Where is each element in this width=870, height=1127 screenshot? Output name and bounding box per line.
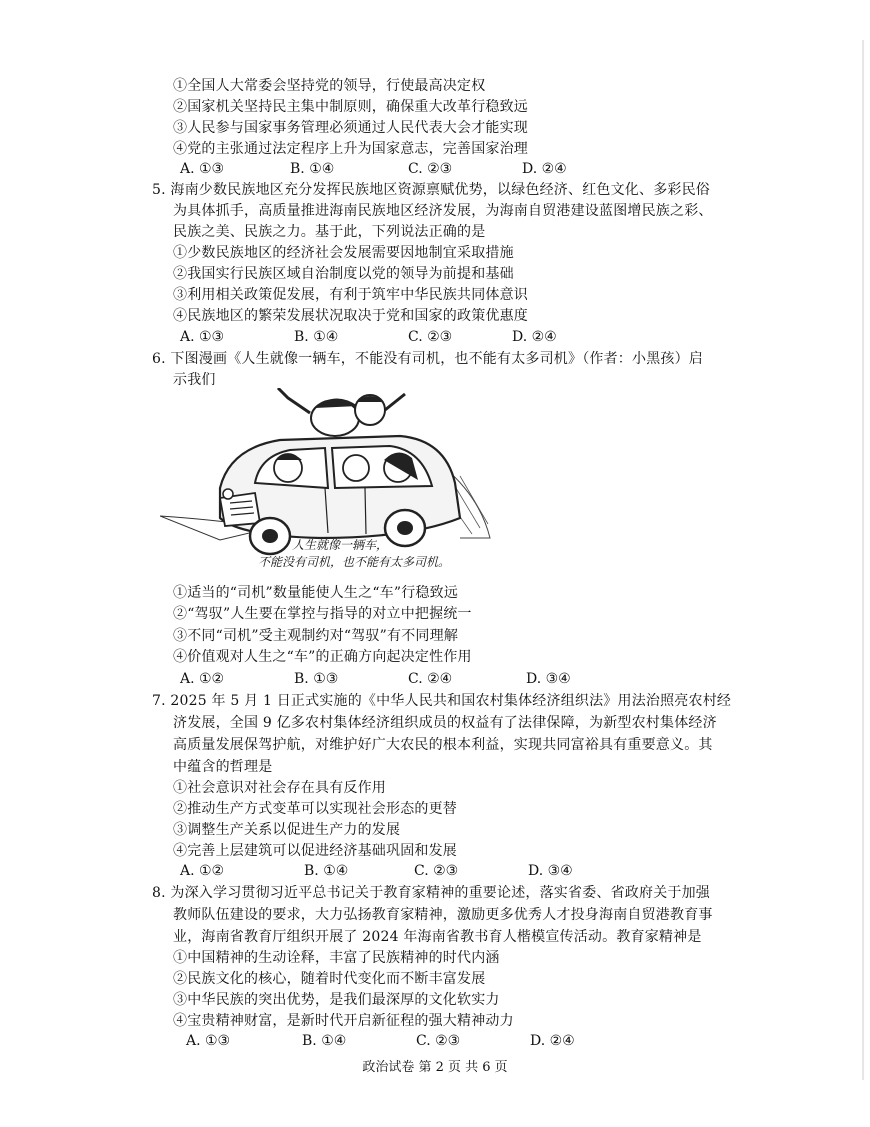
q7-item-4: ④完善上层建筑可以促进经济基础巩固和发展 bbox=[173, 843, 457, 859]
q5-option-d: D. ②④ bbox=[512, 329, 557, 345]
q7-stem-3: 高质量发展保驾护航，对维护好广大农民的根本利益，实现共同富裕具有重要意义。其 bbox=[173, 737, 713, 753]
q8-item-2: ②民族文化的核心，随着时代变化而不断丰富发展 bbox=[173, 971, 486, 987]
q6-item-4: ④价值观对人生之“车”的正确方向起决定性作用 bbox=[173, 649, 472, 665]
q5-option-c: C. ②③ bbox=[408, 329, 453, 345]
q4-option-a: A. ①③ bbox=[180, 161, 225, 177]
q5-item-2: ②我国实行民族区域自治制度以党的领导为前提和基础 bbox=[173, 266, 514, 282]
q8-item-4: ④宝贵精神财富，是新时代开启新征程的强大精神动力 bbox=[173, 1013, 514, 1029]
q7-stem-1: 7. 2025 年 5 月 1 日正式实施的《中华人民共和国农村集体经济组织法》用法治照亮农村经 bbox=[152, 693, 732, 709]
q4-option-d: D. ②④ bbox=[522, 161, 567, 177]
q5-option-a: A. ①③ bbox=[180, 329, 225, 345]
q8-option-d: D. ②④ bbox=[530, 1033, 575, 1049]
q7-stem-4: 中蕴含的哲理是 bbox=[173, 759, 273, 775]
q7-option-d: D. ③④ bbox=[528, 863, 573, 879]
q4-option-b: B. ①④ bbox=[290, 161, 335, 177]
q5-item-1: ①少数民族地区的经济社会发展需要因地制宜采取措施 bbox=[173, 245, 514, 261]
q5-stem-1: 5. 海南少数民族地区充分发挥民族地区资源禀赋优势，以绿色经济、红色文化、多彩民俗 bbox=[152, 182, 711, 198]
q6-stem-2: 示我们 bbox=[173, 372, 216, 388]
q5-item-4: ④民族地区的繁荣发展状况取决于党和国家的政策优惠度 bbox=[173, 308, 528, 324]
q7-stem-2: 济发展，全国 9 亿多农村集体经济组织成员的权益有了法律保障，为新型农村集体经济 bbox=[173, 715, 717, 731]
q8-stem-3: 业，海南省教育厅组织开展了 2024 年海南省教书育人楷模宣传活动。教育家精神是 bbox=[173, 929, 702, 945]
q4-option-c: C. ②③ bbox=[408, 161, 453, 177]
q8-option-c: C. ②③ bbox=[416, 1033, 461, 1049]
q6-option-b: B. ①③ bbox=[294, 671, 339, 687]
q6-stem-1: 6. 下图漫画《人生就像一辆车，不能没有司机，也不能有太多司机》（作者：小黑孩）启 bbox=[152, 351, 704, 367]
q7-option-c: C. ②③ bbox=[414, 863, 459, 879]
q8-option-b: B. ①④ bbox=[302, 1033, 347, 1049]
q6-item-1: ①适当的“司机”数量能使人生之“车”行稳致远 bbox=[173, 585, 459, 601]
cartoon-caption-line-1: 人生就像一辆车， bbox=[292, 538, 389, 552]
q7-option-b: B. ①④ bbox=[304, 863, 349, 879]
q6-option-d: D. ③④ bbox=[526, 671, 571, 687]
q5-item-3: ③利用相关政策促发展，有利于筑牢中华民族共同体意识 bbox=[173, 287, 528, 303]
q4-item-3: ③人民参与国家事务管理必须通过人民代表大会才能实现 bbox=[173, 120, 528, 136]
q6-item-2: ②“驾驭”人生要在掌控与指导的对立中把握统一 bbox=[173, 606, 472, 622]
q7-option-a: A. ①② bbox=[180, 863, 225, 879]
q6-item-3: ③不同“司机”受主观制约对“驾驭”有不同理解 bbox=[173, 628, 459, 644]
q4-item-4: ④党的主张通过法定程序上升为国家意志，完善国家治理 bbox=[173, 141, 528, 157]
q7-item-3: ③调整生产关系以促进生产力的发展 bbox=[173, 822, 401, 838]
q5-stem-2: 为具体抓手，高质量推进海南民族地区经济发展，为海南自贸港建设蓝图增民族之彩、 bbox=[173, 203, 713, 219]
q8-stem-1: 8. 为深入学习贯彻习近平总书记关于教育家精神的重要论述，落实省委、省政府关于加强 bbox=[152, 885, 711, 901]
page-footer: 政治试卷 第 2 页 共 6 页 bbox=[362, 1060, 508, 1075]
q6-option-a: A. ①② bbox=[180, 671, 225, 687]
q8-stem-2: 教师队伍建设的要求，大力弘扬教育家精神，激励更多优秀人才投身海南自贸港教育事 bbox=[173, 907, 713, 923]
cartoon-caption-line-2: 不能没有司机，也不能有太多司机。 bbox=[258, 555, 451, 569]
q8-option-a: A. ①③ bbox=[186, 1033, 231, 1049]
scan-edge bbox=[862, 40, 864, 1080]
q4-item-2: ②国家机关坚持民主集中制原则，确保重大改革行稳致远 bbox=[173, 99, 528, 115]
q4-item-1: ①全国人大常委会坚持党的领导，行使最高决定权 bbox=[173, 78, 486, 94]
q5-stem-3: 民族之美、民族之力。基于此，下列说法正确的是 bbox=[173, 224, 486, 240]
q7-item-1: ①社会意识对社会存在具有反作用 bbox=[173, 780, 386, 796]
q8-item-3: ③中华民族的突出优势，是我们最深厚的文化软实力 bbox=[173, 992, 500, 1008]
q7-item-2: ②推动生产方式变革可以实现社会形态的更替 bbox=[173, 801, 457, 817]
q5-option-b: B. ①④ bbox=[294, 329, 339, 345]
q6-option-c: C. ②④ bbox=[408, 671, 453, 687]
q8-item-1: ①中国精神的生动诠释，丰富了民族精神的时代内涵 bbox=[173, 950, 500, 966]
